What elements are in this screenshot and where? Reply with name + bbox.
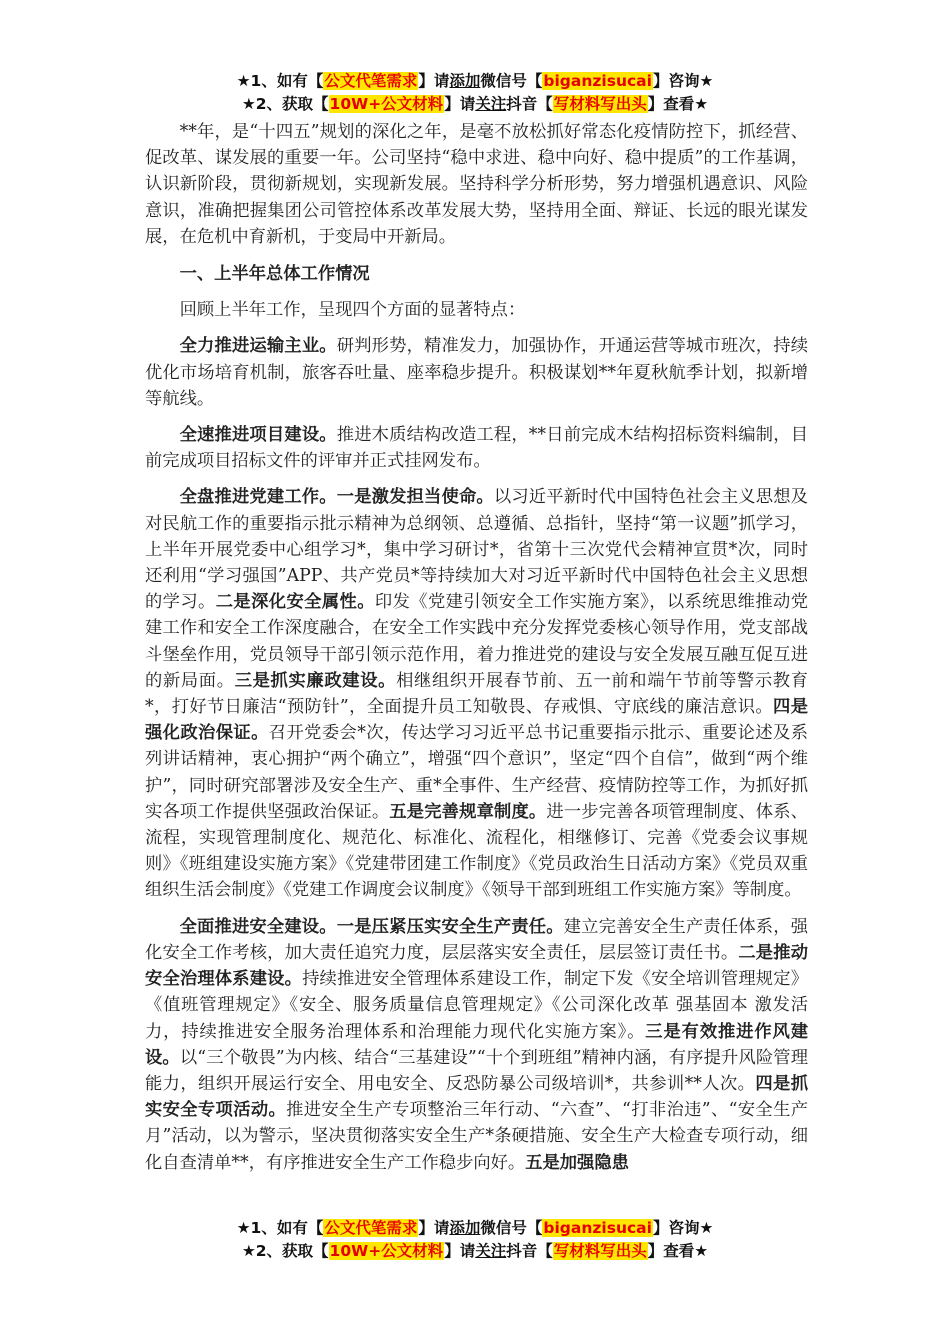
- point-lead: 三是有效推进作风建设。: [145, 1021, 808, 1068]
- point-text: 持续推进安全管理体系建设工作，制定下发《安全培训管理规定》《值班管理规定》《安全、服务质量信息管理规定》《公司深化改革 强基固本 激发活力，持续推进安全服务治理体系和治理能力现代化实施方案》。: [145, 969, 808, 1042]
- promo-text: 抖音【: [506, 1242, 553, 1260]
- promo-text: 】请: [418, 72, 450, 90]
- promo-text: 】请: [418, 1219, 450, 1237]
- document-body: [145, 119, 808, 1186]
- point-lead: 二是推动安全治理体系建设。: [145, 942, 808, 990]
- review-paragraph: 回顾上半年工作，呈现四个方面的显著特点：: [179, 300, 526, 321]
- promo-text: 】请: [444, 95, 476, 113]
- promo-text: 抖音【: [506, 95, 553, 113]
- point-text: 建立完善安全生产责任体系，强化安全工作考核，加大责任追究力度，层层落实安全责任，层层签订责任书。: [145, 916, 808, 963]
- point-lead: 五是完善规章制度。: [389, 801, 547, 822]
- promo-underline: 关注: [475, 95, 507, 113]
- point-lead: 一是激发担当使命。: [336, 487, 494, 508]
- point-text: 以“三个敬畏”为内核、结合“三基建设”“十个到班组”精神内涵，有序提升风险管理能力，组织开展运行安全、用电安全、反恐防暴公司级培训*，共参训**人次。: [145, 1047, 808, 1094]
- paragraph-lead: 全面推进安全建设。: [179, 916, 337, 937]
- paragraph-lead: 全力推进运输主业。: [179, 336, 337, 357]
- promo-text: ★2、获取【: [241, 95, 329, 113]
- promo-highlight: 10W+公文材料: [329, 1242, 444, 1260]
- section-heading: 一、上半年总体工作情况: [179, 264, 370, 285]
- party-building-paragraph: [145, 484, 808, 903]
- wechat-id-highlight: biganzisucai: [543, 1219, 652, 1237]
- point-text: 进一步完善各项管理制度、体系、流程，实现管理制度化、规范化、标准化、流程化，相继修订、完善《党委会议事规则》《班组建设实施方案》《党建带团建工作制度》《党员政治生日活动方案》《党员双重组织生活会制度》《党建工作调度会议制度》《领导干部到班组工作实施方案》等制度。: [145, 801, 808, 901]
- promo-highlight: 10W+公文材料: [329, 95, 444, 113]
- promo-underline: 添加: [449, 1219, 481, 1237]
- douyin-id-highlight: 写材料写出头: [553, 1242, 647, 1260]
- safety-paragraph: [145, 914, 808, 1176]
- promo-text: 微信号【: [480, 1219, 543, 1237]
- promo-text: ★2、获取【: [241, 1242, 329, 1260]
- point-text: 召开党委会*次，传达学习习近平总书记重要指示批示、重要论述及系列讲话精神，衷心拥护“两个确立”，增强“四个意识”，坚定“四个自信”，做到“两个维护”，同时研究部署涉及安全生产、重*全事件、生产经营、疫情防控等工作，为抓好抓实各项工作提供坚强政治保证。: [145, 723, 808, 822]
- promo-text: 】咨询★: [652, 72, 714, 90]
- promo-highlight: 公文代笔需求: [324, 1219, 418, 1237]
- promo-banner-top: [0, 70, 950, 116]
- point-text: 推进安全生产专项整治三年行动、“六查”、“打非治违”、“安全生产月”活动，以为警示，坚决贯彻落实安全生产*条硬措施、安全生产大检查专项行动，细化自查清单**，有序推进安全生产工作稳步向好。: [145, 1100, 808, 1173]
- point-lead: 一是压紧压实安全生产责任。: [336, 916, 564, 937]
- project-paragraph: [145, 422, 808, 474]
- paragraph-lead: 全速推进项目建设。: [179, 425, 337, 446]
- promo-text: 】查看★: [647, 95, 709, 113]
- point-lead: 四是强化政治保证。: [145, 697, 808, 744]
- promo-text: 】咨询★: [652, 1219, 714, 1237]
- point-text: 相继组织开展春节前、五一前和端午节前等警示教育*，打好节日廉洁“预防针”，全面提升员工知敬畏、存戒惧、守底线的廉洁意识。: [145, 670, 808, 718]
- douyin-id-highlight: 写材料写出头: [553, 95, 647, 113]
- promo-text: ★1、如有【: [236, 1219, 324, 1237]
- promo-highlight: 公文代笔需求: [324, 72, 418, 90]
- promo-text: 】查看★: [647, 1242, 709, 1260]
- paragraph-lead: 全盘推进党建工作。: [179, 487, 337, 508]
- promo-text: 微信号【: [480, 72, 543, 90]
- promo-line-2: [0, 1240, 950, 1263]
- paragraph-text: 推进木质结构改造工程，**日前完成木结构招标资料编制，目前完成项目招标文件的评审并正式挂网发布。: [145, 425, 808, 472]
- point-lead: 二是深化安全属性。: [215, 592, 375, 613]
- promo-underline: 添加: [449, 72, 481, 90]
- point-text: 以习近平新时代中国特色社会主义思想及对民航工作的重要指示批示精神为总纲领、总遵循、总指针，坚持“第一议题”抓学习，上半年开展党委中心组学习*，集中学习研讨*，省第十三次党代会精神宣贯*次，同时还利用“学习强国”APP、共产党员*等持续加大对习近平新时代中国特色社会主义思想的学习。: [145, 487, 808, 613]
- promo-text: 】请: [444, 1242, 476, 1260]
- point-lead: 四是抓实安全专项活动。: [145, 1073, 808, 1121]
- intro-paragraph: **年，是“十四五”规划的深化之年，是毫不放松抓好常态化疫情防控下，抓经营、促改革、谋发展的重要一年。公司坚持“稳中求进、稳中向好、稳中提质”的工作基调，认识新阶段，贯彻新规划，实现新发展。坚持科学分析形势，努力增强机遇意识、风险意识，准确把握集团公司管控体系改革发展大势，坚持用全面、辩证、长远的眼光谋发展，在危机中育新机，于变局中开新局。: [145, 122, 808, 247]
- paragraph-text: 研判形势，精准发力，加强协作，开通运营等城市班次，持续优化市场培育机制，旅客吞吐量、座率稳步提升。积极谋划**年夏秋航季计划，拟新增等航线。: [145, 336, 808, 409]
- promo-line-2: [0, 93, 950, 116]
- promo-underline: 关注: [475, 1242, 507, 1260]
- point-text: 印发《党建引领安全工作实施方案》，以系统思维推动党建工作和安全工作深度融合，在安全工作实践中充分发挥党委核心领导作用，党支部战斗堡垒作用，党员领导干部引领示范作用，着力推进党的建设与安全发展互融互促互进的新局面。: [145, 592, 808, 691]
- transport-paragraph: [145, 333, 808, 412]
- point-lead: 五是加强隐患: [525, 1152, 629, 1173]
- promo-line-1: [0, 70, 950, 93]
- point-lead: 三是抓实廉政建设。: [234, 670, 397, 691]
- promo-line-1: [0, 1217, 950, 1240]
- promo-banner-bottom: [0, 1217, 950, 1263]
- promo-text: ★1、如有【: [236, 72, 324, 90]
- wechat-id-highlight: biganzisucai: [543, 72, 652, 90]
